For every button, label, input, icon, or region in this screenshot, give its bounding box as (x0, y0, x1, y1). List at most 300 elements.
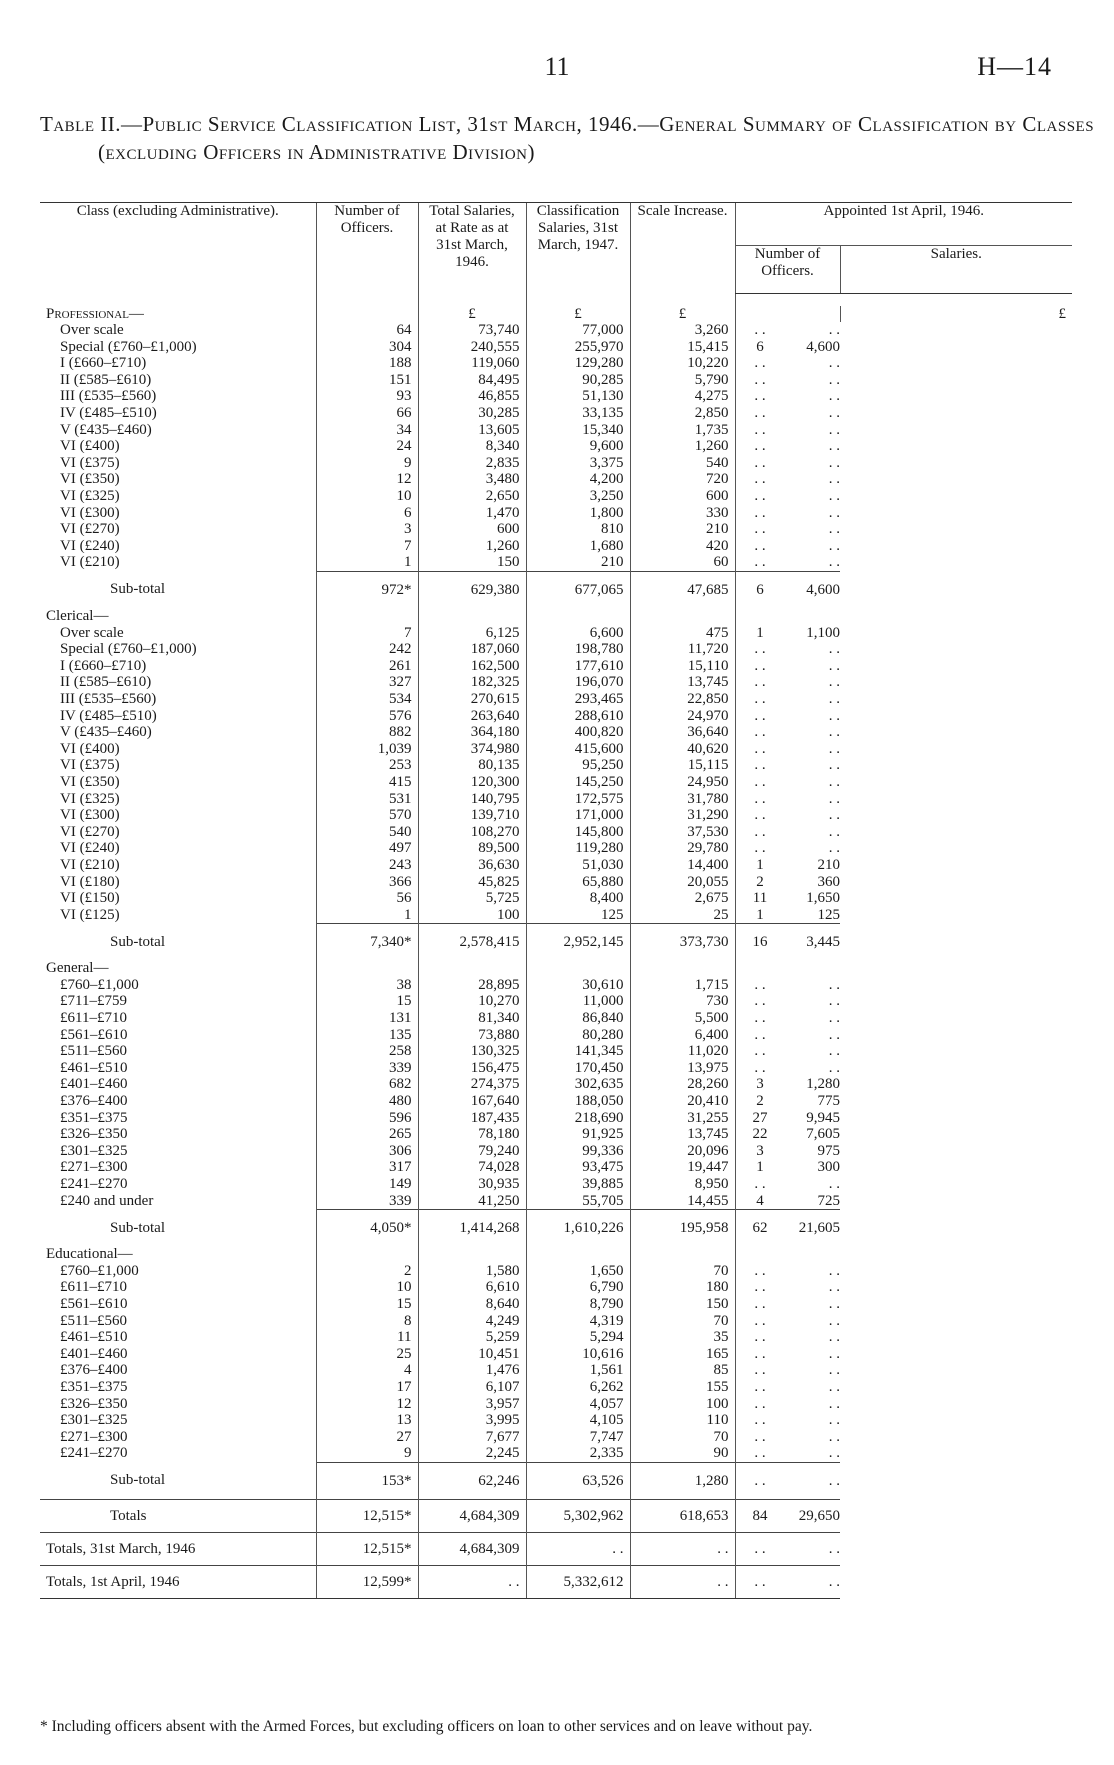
row-label: VI (£210) (60, 856, 120, 873)
classification-salaries: 5,302,962 (526, 1499, 630, 1532)
classification-salaries: 810 (526, 521, 630, 538)
table-row (40, 372, 1072, 389)
table-row (40, 993, 1072, 1010)
table-row (40, 521, 1072, 538)
table-row (40, 1060, 1072, 1077)
table-row (40, 625, 1072, 642)
row-label: £511–£560 (60, 1043, 127, 1060)
row-label: VI (£150) (60, 890, 120, 907)
scale-increase: 720 (630, 471, 735, 488)
appointed-number-of-officers: . . (754, 1026, 766, 1043)
subtotal-label: Sub-total (110, 1219, 165, 1236)
subtotal-label: Sub-total (110, 581, 165, 598)
number-of-officers: 497 (316, 840, 418, 857)
classification-salaries: 125 (526, 907, 630, 924)
classification-salaries: 145,250 (526, 774, 630, 791)
appointed-salaries: 1,100 (806, 624, 840, 641)
scale-increase: 195,958 (630, 1210, 735, 1247)
appointed-number (735, 422, 840, 439)
appointed-number-of-officers: . . (754, 322, 766, 339)
classification-salaries: 8,790 (526, 1296, 630, 1313)
scale-increase: 60 (630, 554, 735, 571)
scale-increase: 13,975 (630, 1060, 735, 1077)
total-salaries: 1,580 (418, 1263, 526, 1280)
footnote: * Including officers absent with the Armed Forces, but excluding officers on loan to other services and on leave without pay. (40, 1718, 813, 1735)
table-row (40, 1396, 1072, 1413)
scale-increase: 85 (630, 1362, 735, 1379)
appointed-number (735, 824, 840, 841)
total-salaries: 1,470 (418, 505, 526, 522)
appointed-salaries: . . (828, 1362, 840, 1379)
classification-salaries: 141,345 (526, 1043, 630, 1060)
appointed-number-of-officers: . . (754, 371, 766, 388)
appointed-number (735, 993, 840, 1010)
appointed-number-of-officers: . . (754, 993, 766, 1010)
number-of-officers: 576 (316, 708, 418, 725)
appointed-number-of-officers: . . (754, 1176, 766, 1192)
number-of-officers: 12 (316, 471, 418, 488)
scale-increase: 1,280 (630, 1462, 735, 1499)
row-label: £760–£1,000 (60, 976, 139, 993)
classification-salaries: 33,135 (526, 405, 630, 422)
table-row (40, 807, 1072, 824)
row-label: £241–£270 (60, 1176, 128, 1192)
appointed-number (735, 924, 840, 961)
appointed-salaries: . . (828, 1345, 840, 1362)
number-of-officers: 13 (316, 1412, 418, 1429)
appointed-salaries: . . (828, 976, 840, 993)
classification-salaries: 3,250 (526, 488, 630, 505)
appointed-salaries: . . (828, 405, 840, 422)
row-label: £561–£610 (60, 1026, 128, 1043)
row-label: £711–£759 (60, 993, 127, 1010)
appointed-number-of-officers: 6 (756, 338, 764, 355)
appointed-number (735, 1263, 840, 1280)
number-of-officers: 534 (316, 691, 418, 708)
number-of-officers: 317 (316, 1159, 418, 1176)
appointed-number (735, 1445, 840, 1462)
appointed-number (735, 488, 840, 505)
appointed-number-of-officers: . . (754, 1445, 766, 1462)
table-row (40, 890, 1072, 907)
total-salaries: 3,480 (418, 471, 526, 488)
number-of-officers: 1,039 (316, 741, 418, 758)
scale-increase: 1,260 (630, 438, 735, 455)
classification-salaries: 95,250 (526, 757, 630, 774)
total-salaries: 8,340 (418, 438, 526, 455)
appointed-number (735, 572, 840, 609)
table-row (40, 1346, 1072, 1363)
total-salaries: 2,245 (418, 1445, 526, 1462)
section-title: Professional— (46, 305, 144, 322)
number-of-officers: 34 (316, 422, 418, 439)
total-salaries: 2,835 (418, 455, 526, 472)
classification-salaries: 1,650 (526, 1263, 630, 1280)
number-of-officers: 135 (316, 1027, 418, 1044)
table-row (40, 907, 1072, 924)
total-salaries: 187,435 (418, 1110, 526, 1127)
blank-cell (735, 608, 840, 625)
number-of-officers: 480 (316, 1093, 418, 1110)
total-salaries: 2,578,415 (418, 924, 526, 961)
scale-increase: 47,685 (630, 572, 735, 609)
row-label: Special (£760–£1,000) (60, 338, 197, 355)
total-salaries: 270,615 (418, 691, 526, 708)
table-row (40, 471, 1072, 488)
scale-increase: 8,950 (630, 1176, 735, 1193)
table-row (40, 438, 1072, 455)
spacer-cell (630, 293, 735, 306)
row-label: III (£535–£560) (60, 690, 157, 707)
appointed-number-of-officers: . . (754, 707, 766, 724)
appointed-number-of-officers: . . (754, 438, 766, 455)
appointed-number (735, 322, 840, 339)
classification-salaries: 65,880 (526, 874, 630, 891)
appointed-number-of-officers: . . (754, 757, 766, 774)
appointed-number-of-officers: . . (754, 690, 766, 707)
classification-salaries: 677,065 (526, 572, 630, 609)
total-salaries: 374,980 (418, 741, 526, 758)
scale-increase: 4,275 (630, 388, 735, 405)
number-of-officers: 15 (316, 993, 418, 1010)
scale-increase: 14,455 (630, 1193, 735, 1210)
scale-increase: 70 (630, 1313, 735, 1330)
section-header-row (40, 960, 1072, 977)
appointed-number-of-officers: . . (754, 471, 766, 488)
table-row (40, 674, 1072, 691)
table-row (40, 1176, 1072, 1193)
blank-cell (316, 608, 418, 625)
appointed-number (735, 554, 840, 571)
scale-increase: 475 (630, 625, 735, 642)
number-of-officers: 24 (316, 438, 418, 455)
appointed-number-of-officers: 3 (756, 1076, 764, 1093)
appointed-salaries: . . (828, 471, 840, 488)
appointed-salaries: . . (828, 1428, 840, 1445)
scale-increase: 20,096 (630, 1143, 735, 1160)
appointed-salaries: . . (828, 724, 840, 741)
appointed-salaries: . . (828, 322, 840, 339)
appointed-salaries: 360 (817, 873, 840, 890)
classification-salaries: 198,780 (526, 641, 630, 658)
scale-increase: 15,115 (630, 757, 735, 774)
number-of-officers: 25 (316, 1346, 418, 1363)
appointed-number (735, 1027, 840, 1044)
row-label: £240 and under (60, 1192, 154, 1209)
appointed-salaries: . . (828, 388, 840, 405)
row-label: £611–£710 (60, 1279, 127, 1296)
scale-increase: 24,970 (630, 708, 735, 725)
appointed-number-of-officers: 1 (756, 906, 764, 923)
total-salaries: 4,684,309 (418, 1532, 526, 1565)
appointed-salaries: 1,650 (806, 890, 840, 907)
appointed-number (735, 641, 840, 658)
classification-salaries: . . (526, 1532, 630, 1565)
table-row (40, 1279, 1072, 1296)
scale-increase: 180 (630, 1279, 735, 1296)
scale-increase: 155 (630, 1379, 735, 1396)
appointed-number (735, 1532, 840, 1565)
currency-symbol: £ (840, 306, 1072, 323)
table-row (40, 339, 1072, 356)
header-total-salaries: Total Salaries, at Rate as at 31st March, 1946. (418, 203, 526, 294)
appointed-number (735, 907, 840, 924)
scale-increase: 15,110 (630, 658, 735, 675)
appointed-number-of-officers: . . (754, 1378, 766, 1395)
header-number-of-officers: Number of Officers. (316, 203, 418, 294)
appointed-number-of-officers: . . (754, 1312, 766, 1329)
scale-increase: 22,850 (630, 691, 735, 708)
row-label: VI (£125) (60, 906, 120, 923)
row-label: £351–£375 (60, 1109, 128, 1126)
total-salaries: 140,795 (418, 791, 526, 808)
number-of-officers: 531 (316, 791, 418, 808)
scale-increase: 600 (630, 488, 735, 505)
appointed-number (735, 890, 840, 907)
total-salaries: 30,285 (418, 405, 526, 422)
total-salaries: 73,740 (418, 322, 526, 339)
appointed-number-of-officers: . . (754, 1262, 766, 1279)
number-of-officers: 1 (316, 907, 418, 924)
row-label: £401–£460 (60, 1345, 128, 1362)
classification-salaries: 99,336 (526, 1143, 630, 1160)
appointed-salaries: . . (828, 823, 840, 840)
row-label: VI (£300) (60, 807, 120, 824)
row-label: VI (£270) (60, 521, 120, 538)
currency-symbol: £ (418, 306, 526, 323)
number-of-officers: 11 (316, 1329, 418, 1346)
subtotal-row (40, 924, 1072, 961)
row-label: VI (£350) (60, 773, 120, 790)
appointed-number (735, 1499, 840, 1532)
blank-cell (418, 608, 526, 625)
scale-increase: 70 (630, 1429, 735, 1446)
scale-increase: 5,500 (630, 1010, 735, 1027)
appointed-number-of-officers: 1 (756, 856, 764, 873)
total-salaries: 1,476 (418, 1362, 526, 1379)
row-label: £461–£510 (60, 1059, 128, 1076)
row-label: VI (£240) (60, 537, 120, 554)
appointed-salaries: 21,605 (798, 1219, 840, 1236)
header-appointed-number: Number of Officers. (735, 246, 840, 294)
table-row (40, 1296, 1072, 1313)
classification-salaries: 93,475 (526, 1159, 630, 1176)
total-salaries: 7,677 (418, 1429, 526, 1446)
number-of-officers: 17 (316, 1379, 418, 1396)
row-label: £611–£710 (60, 1010, 127, 1027)
number-of-officers: 7 (316, 625, 418, 642)
number-of-officers: 38 (316, 977, 418, 994)
appointed-number-of-officers: . . (754, 1472, 766, 1489)
number-of-officers: 8 (316, 1313, 418, 1330)
appointed-number-of-officers: . . (754, 488, 766, 505)
appointed-salaries: . . (828, 757, 840, 774)
appointed-number-of-officers: 6 (756, 581, 764, 598)
number-of-officers: 415 (316, 774, 418, 791)
total-salaries: 2,650 (418, 488, 526, 505)
appointed-number (735, 791, 840, 808)
total-salaries: 4,249 (418, 1313, 526, 1330)
totals-row (40, 1565, 1072, 1598)
appointed-salaries: 775 (817, 1093, 840, 1110)
number-of-officers: 151 (316, 372, 418, 389)
appointed-number (735, 521, 840, 538)
table-row (40, 554, 1072, 571)
appointed-number-of-officers: . . (754, 807, 766, 824)
row-label: V (£435–£460) (60, 421, 152, 438)
number-of-officers: 596 (316, 1110, 418, 1127)
appointed-number (735, 691, 840, 708)
table-row (40, 791, 1072, 808)
number-of-officers: 15 (316, 1296, 418, 1313)
scale-increase: 40,620 (630, 741, 735, 758)
total-salaries: 62,246 (418, 1462, 526, 1499)
row-label: VI (£210) (60, 554, 120, 571)
classification-salaries: 90,285 (526, 372, 630, 389)
scale-increase: 36,640 (630, 724, 735, 741)
scale-increase: 11,720 (630, 641, 735, 658)
appointed-number (735, 1060, 840, 1077)
appointed-salaries: . . (828, 1445, 840, 1462)
row-label: £376–£400 (60, 1093, 128, 1110)
blank-cell (526, 1246, 630, 1263)
total-salaries: 6,610 (418, 1279, 526, 1296)
row-label: £271–£300 (60, 1428, 128, 1445)
row-label: VI (£400) (60, 740, 120, 757)
appointed-number (735, 1076, 840, 1093)
number-of-officers: 304 (316, 339, 418, 356)
classification-salaries: 170,450 (526, 1060, 630, 1077)
appointed-number-of-officers: . . (754, 1362, 766, 1379)
appointed-number (735, 455, 840, 472)
document-reference: H—14 (977, 52, 1052, 81)
appointed-salaries: . . (828, 1412, 840, 1429)
table-row (40, 874, 1072, 891)
row-label: Over scale (60, 322, 124, 339)
scale-increase: 150 (630, 1296, 735, 1313)
header-appointed-salaries: Salaries. (840, 246, 1072, 294)
appointed-salaries: 975 (817, 1142, 840, 1159)
table-row (40, 857, 1072, 874)
number-of-officers: 131 (316, 1010, 418, 1027)
scale-increase: 110 (630, 1412, 735, 1429)
row-label: £301–£325 (60, 1142, 128, 1159)
number-of-officers: 10 (316, 1279, 418, 1296)
appointed-number (735, 355, 840, 372)
appointed-number-of-officers: . . (754, 521, 766, 538)
classification-salaries: 63,526 (526, 1462, 630, 1499)
row-label: £326–£350 (60, 1395, 128, 1412)
classification-salaries: 177,610 (526, 658, 630, 675)
table-row (40, 1412, 1072, 1429)
blank-cell (418, 1246, 526, 1263)
table-row (40, 1445, 1072, 1462)
appointed-number (735, 857, 840, 874)
blank-cell (630, 960, 735, 977)
table-body (40, 293, 1072, 1598)
total-salaries: 81,340 (418, 1010, 526, 1027)
total-salaries: 162,500 (418, 658, 526, 675)
row-label: £376–£400 (60, 1362, 128, 1379)
table-row (40, 422, 1072, 439)
appointed-salaries: . . (828, 690, 840, 707)
classification-salaries: 15,340 (526, 422, 630, 439)
classification-salaries: 80,280 (526, 1027, 630, 1044)
total-salaries: 167,640 (418, 1093, 526, 1110)
appointed-number (735, 840, 840, 857)
total-salaries: 41,250 (418, 1193, 526, 1210)
row-label: VI (£180) (60, 873, 120, 890)
subtotal-label: Sub-total (110, 933, 165, 950)
classification-salaries: 2,335 (526, 1445, 630, 1462)
classification-salaries: 5,294 (526, 1329, 630, 1346)
classification-salaries: 86,840 (526, 1010, 630, 1027)
total-salaries: 84,495 (418, 372, 526, 389)
subtotal-label: Sub-total (110, 1472, 165, 1489)
appointed-salaries: 9,945 (806, 1109, 840, 1126)
appointed-salaries: . . (828, 1043, 840, 1060)
total-salaries: 629,380 (418, 572, 526, 609)
table-title: Table II.—Public Service Classification List, 31st March, 1946.—General Summary of Classification by Classes (excluding Officers in Administrative Division) (40, 112, 1095, 164)
scale-increase: 14,400 (630, 857, 735, 874)
appointed-salaries: 4,600 (806, 338, 840, 355)
total-salaries: 139,710 (418, 807, 526, 824)
appointed-number-of-officers: . . (754, 1573, 766, 1590)
total-salaries: 6,107 (418, 1379, 526, 1396)
appointed-number-of-officers: 84 (752, 1507, 768, 1524)
table-row (40, 1362, 1072, 1379)
table-row (40, 1159, 1072, 1176)
appointed-salaries: . . (828, 1026, 840, 1043)
appointed-number (735, 774, 840, 791)
total-salaries: 600 (418, 521, 526, 538)
blank-cell (735, 306, 840, 323)
number-of-officers: 64 (316, 322, 418, 339)
appointed-salaries: . . (828, 1295, 840, 1312)
scale-increase: 330 (630, 505, 735, 522)
number-of-officers: 339 (316, 1060, 418, 1077)
number-of-officers: 258 (316, 1043, 418, 1060)
classification-salaries: 188,050 (526, 1093, 630, 1110)
classification-salaries: 1,610,226 (526, 1210, 630, 1247)
totals-row (40, 1499, 1072, 1532)
appointed-number (735, 807, 840, 824)
appointed-salaries: . . (828, 554, 840, 571)
total-salaries: 120,300 (418, 774, 526, 791)
total-salaries: 5,725 (418, 890, 526, 907)
appointed-salaries: . . (828, 355, 840, 372)
appointed-number (735, 1143, 840, 1160)
appointed-salaries: 125 (817, 906, 840, 923)
appointed-number (735, 1043, 840, 1060)
appointed-salaries: . . (828, 1176, 840, 1192)
section-header-row (40, 306, 1072, 323)
scale-increase: 19,447 (630, 1159, 735, 1176)
table-row (40, 1329, 1072, 1346)
appointed-number (735, 471, 840, 488)
appointed-number-of-officers: . . (754, 405, 766, 422)
table-row (40, 1043, 1072, 1060)
appointed-number-of-officers: . . (754, 388, 766, 405)
appointed-number-of-officers: . . (754, 1540, 766, 1557)
appointed-number-of-officers: 27 (752, 1109, 768, 1126)
appointed-number (735, 1329, 840, 1346)
appointed-number (735, 1565, 840, 1598)
appointed-number-of-officers: 4 (756, 1192, 764, 1209)
header-class: Class (excluding Administrative). (40, 203, 316, 294)
number-of-officers: 265 (316, 1126, 418, 1143)
table-row (40, 741, 1072, 758)
